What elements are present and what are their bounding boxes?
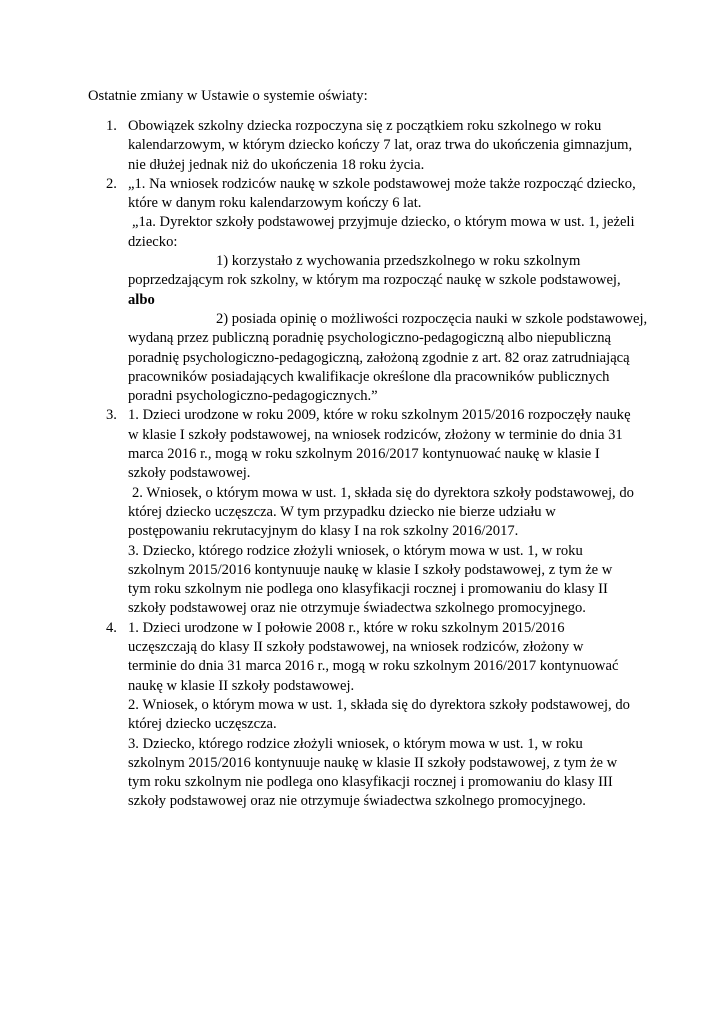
text-line: 1. Dzieci urodzone w roku 2009, które w roku szkolnym 2015/2016 rozpoczęły naukę	[128, 407, 631, 424]
text-line: 1. Dzieci urodzone w I połowie 2008 r., które w roku szkolnym 2015/2016	[128, 619, 565, 636]
text-line: dziecko:	[128, 233, 178, 250]
text-line: pracowników posiadających kwalifikacje określone dla pracowników publicznych	[128, 368, 610, 385]
text-line: w klasie I szkoły podstawowej, na wniosek rodziców, złożony w terminie do dnia 31	[128, 426, 623, 443]
text-line: 1) korzystało z wychowania przedszkolnego w roku szkolnym	[216, 253, 581, 270]
text-line: 3. Dziecko, którego rodzice złożyli wniosek, o którym mowa w ust. 1, w roku	[128, 542, 583, 559]
text-line: której dziecko uczęszcza.	[128, 716, 277, 733]
text-line: szkoły podstawowej.	[128, 465, 251, 482]
text-line: „1a. Dyrektor szkoły podstawowej przyjmuje dziecko, o którym mowa w ust. 1, jeżeli	[132, 214, 635, 231]
text-line: tym roku szkolnym nie podlega ono klasyfikacji rocznej i promowaniu do klasy II	[128, 581, 608, 598]
text-line: wydaną przez publiczną poradnię psychologiczno-pedagogiczną albo niepubliczną	[128, 330, 612, 347]
list-item-number: 2.	[106, 175, 117, 192]
list-item-number: 1.	[106, 118, 117, 134]
text-line: marca 2016 r., mogą w roku szkolnym 2016/2017 kontynuować naukę w klasie I	[128, 446, 600, 463]
list-item-number: 4.	[106, 619, 117, 636]
numbered-list	[88, 117, 648, 812]
list-item-3	[88, 406, 648, 618]
intro-heading: Ostatnie zmiany w Ustawie o systemie oświaty:	[88, 88, 368, 104]
text-line: poradnię psychologiczno-pedagogiczną, założoną zgodnie z art. 82 oraz zatrudniającą	[128, 349, 630, 366]
text-line: szkolnym 2015/2016 kontynuuje naukę w klasie II szkoły podstawowej, z tym że w	[128, 754, 618, 771]
text-line: uczęszczają do klasy II szkoły podstawowej, na wniosek rodziców, złożony w	[128, 639, 584, 656]
text-line: kalendarzowym, w którym dziecko kończy 7 lat, oraz trwa do ukończenia gimnazjum,	[128, 137, 633, 154]
text-line: naukę w klasie II szkoły podstawowej.	[128, 677, 355, 694]
text-line: terminie do dnia 31 marca 2016 r., mogą w roku szkolnym 2016/2017 kontynuować	[128, 658, 619, 675]
list-item-4	[88, 619, 648, 812]
text-line: Obowiązek szkolny dziecka rozpoczyna się z początkiem roku szkolnego w roku	[128, 118, 602, 134]
text-line: szkoły podstawowej oraz nie otrzymuje świadectwa szkolnego promocyjnego.	[128, 793, 586, 810]
text-line: tym roku szkolnym nie podlega ono klasyfikacji rocznej i promowaniu do klasy III	[128, 774, 613, 791]
text-line: postępowaniu rekrutacyjnym do klasy I na rok szkolny 2016/2017.	[128, 523, 519, 540]
text-line: poprzedzającym rok szkolny, w którym ma rozpocząć naukę w szkole podstawowej,	[128, 272, 621, 289]
text-line: poradni psychologiczno-pedagogicznych.”	[128, 388, 378, 405]
text-line: które w danym roku kalendarzowym kończy 6 lat.	[128, 195, 422, 212]
list-item-1	[88, 117, 648, 175]
text-line-bold: albo	[128, 291, 155, 308]
list-item-2	[88, 175, 648, 407]
text-line: 2. Wniosek, o którym mowa w ust. 1, składa się do dyrektora szkoły podstawowej, do	[132, 484, 634, 501]
text-line: 2) posiada opinię o możliwości rozpoczęcia nauki w szkole podstawowej,	[216, 310, 648, 327]
text-line: 3. Dziecko, którego rodzice złożyli wniosek, o którym mowa w ust. 1, w roku	[128, 735, 583, 752]
text-line: „1. Na wniosek rodziców naukę w szkole podstawowej może także rozpocząć dziecko,	[128, 175, 636, 192]
text-line: nie dłużej jednak niż do ukończenia 18 roku życia.	[128, 156, 425, 173]
text-line: 2. Wniosek, o którym mowa w ust. 1, składa się do dyrektora szkoły podstawowej, do	[128, 696, 630, 713]
text-line: szkolnym 2015/2016 kontynuuje naukę w klasie I szkoły podstawowej, z tym że w	[128, 561, 613, 578]
text-line: szkoły podstawowej oraz nie otrzymuje świadectwa szkolnego promocyjnego.	[128, 600, 586, 617]
list-item-number: 3.	[106, 407, 117, 424]
text-line: której dziecko uczęszcza. W tym przypadku dziecko nie bierze udziału w	[128, 503, 556, 520]
